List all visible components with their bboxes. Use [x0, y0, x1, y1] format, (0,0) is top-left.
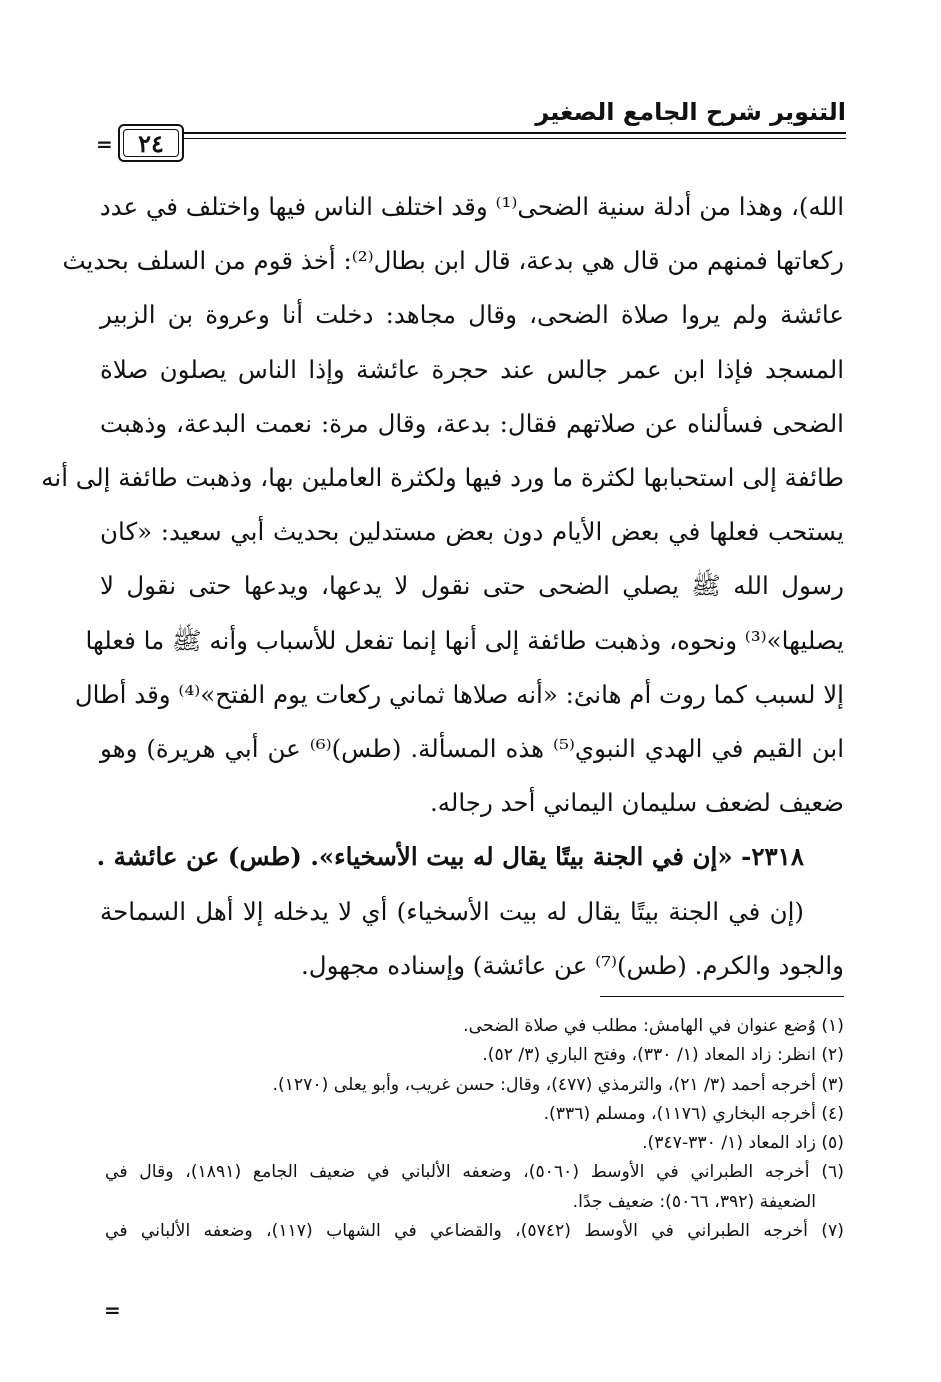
footnote: (٢) انظر: زاد المعاد (١/ ٣٣٠)، وفتح الباري (٣/ ٥٢).	[482, 1045, 844, 1066]
footnote: (٤) أخرجه البخاري (١١٧٦)، ومسلم (٣٣٦).	[543, 1103, 844, 1124]
commentary-line: (إن في الجنة بيتًا يقال له بيت الأسخياء) أي لا يدخله إلا أهل السماحة	[100, 896, 804, 926]
text-line: طائفة إلى استحبابها لكثرة ما ورد فيها ولكثرة العاملين بها، وذهبت طائفة إلى أنه	[41, 463, 844, 493]
footnote: (٥) زاد المعاد (١/ ٣٣٠-٣٤٧).	[642, 1133, 844, 1154]
hadith-heading: ٢٣١٨- «إن في الجنة بيتًا يقال له بيت الأسخياء». (طس) عن عائشة .	[96, 842, 804, 872]
main-text	[41, 180, 845, 993]
text-line: يصليها»⁽³⁾ ونحوه، وذهبت طائفة إلى أنها إنما تفعل للأسباب وأنه ﷺ ما فعلها	[85, 625, 844, 655]
footnote: (٦) أخرجه الطبراني في الأوسط (٥٠٦٠)، وضعفه الألباني في ضعيف الجامع (١٨٩١)، وقال في	[105, 1162, 844, 1183]
text-line: رسول الله ﷺ يصلي الضحى حتى نقول لا يدعها، ويدعها حتى نقول لا	[100, 571, 844, 601]
text-line: الضحى فسألناه عن صلاتهم فقال: بدعة، وقال مرة: نعمت البدعة، وذهبت	[100, 408, 844, 438]
page-header	[96, 88, 846, 158]
text-line: ابن القيم في الهدي النبوي⁽⁵⁾ هذه المسألة. (طس)⁽⁶⁾ عن أبي هريرة) وهو	[100, 734, 845, 764]
footnote: (٣) أخرجه أحمد (٣/ ٢١)، والترمذي (٤٧٧)، وقال: حسن غريب، وأبو يعلى (١٢٧٠).	[272, 1074, 844, 1095]
commentary-line: والجود والكرم. (طس)⁽⁷⁾ عن عائشة) وإسناده مجهول.	[300, 950, 844, 980]
text-line: الله)، وهذا من أدلة سنية الضحى⁽¹⁾ وقد اختلف الناس فيها واختلف في عدد	[99, 192, 844, 221]
footnote: (١) وُضع عنوان في الهامش: مطلب في صلاة الضحى.	[463, 1016, 844, 1036]
text-line: يستحب فعلها في بعض الأيام دون بعض مستدلين بحديث أبي سعيد: «كان	[100, 517, 844, 547]
text-line: ضعيف لضعف سليمان اليماني أحد رجاله.	[429, 788, 844, 818]
text-line: عائشة ولم يروا صلاة الضحى، وقال مجاهد: دخلت أنا وعروة بن الزبير	[100, 300, 844, 330]
footnote-continuation: الضعيفة (٣٩٢، ٥٠٦٦): ضعيف جدًا.	[572, 1191, 816, 1212]
footnotes	[105, 1012, 844, 1246]
header-rule	[160, 132, 846, 139]
text-line: ركعاتها فمنهم من قال هي بدعة، قال ابن بطال⁽²⁾: أخذ قوم من السلف بحديث	[62, 246, 844, 276]
bottom-edge-mark: =	[104, 1298, 121, 1322]
book-title: التنوير شرح الجامع الصغير	[535, 98, 846, 126]
footnote-divider	[600, 996, 844, 997]
header-edge-mark: =	[96, 132, 113, 156]
text-line: المسجد فإذا ابن عمر جالس عند حجرة عائشة وإذا الناس يصلون صلاة	[100, 354, 844, 384]
page-number: ٢٤	[118, 124, 184, 162]
text-line: إلا لسبب كما روت أم هانئ: «أنه صلاها ثماني ركعات يوم الفتح»⁽⁴⁾ وقد أطال	[74, 679, 844, 709]
footnote: (٧) أخرجه الطبراني في الأوسط (٥٧٤٢)، والقضاعي في الشهاب (١١٧)، وضعفه الألباني في	[105, 1221, 844, 1242]
